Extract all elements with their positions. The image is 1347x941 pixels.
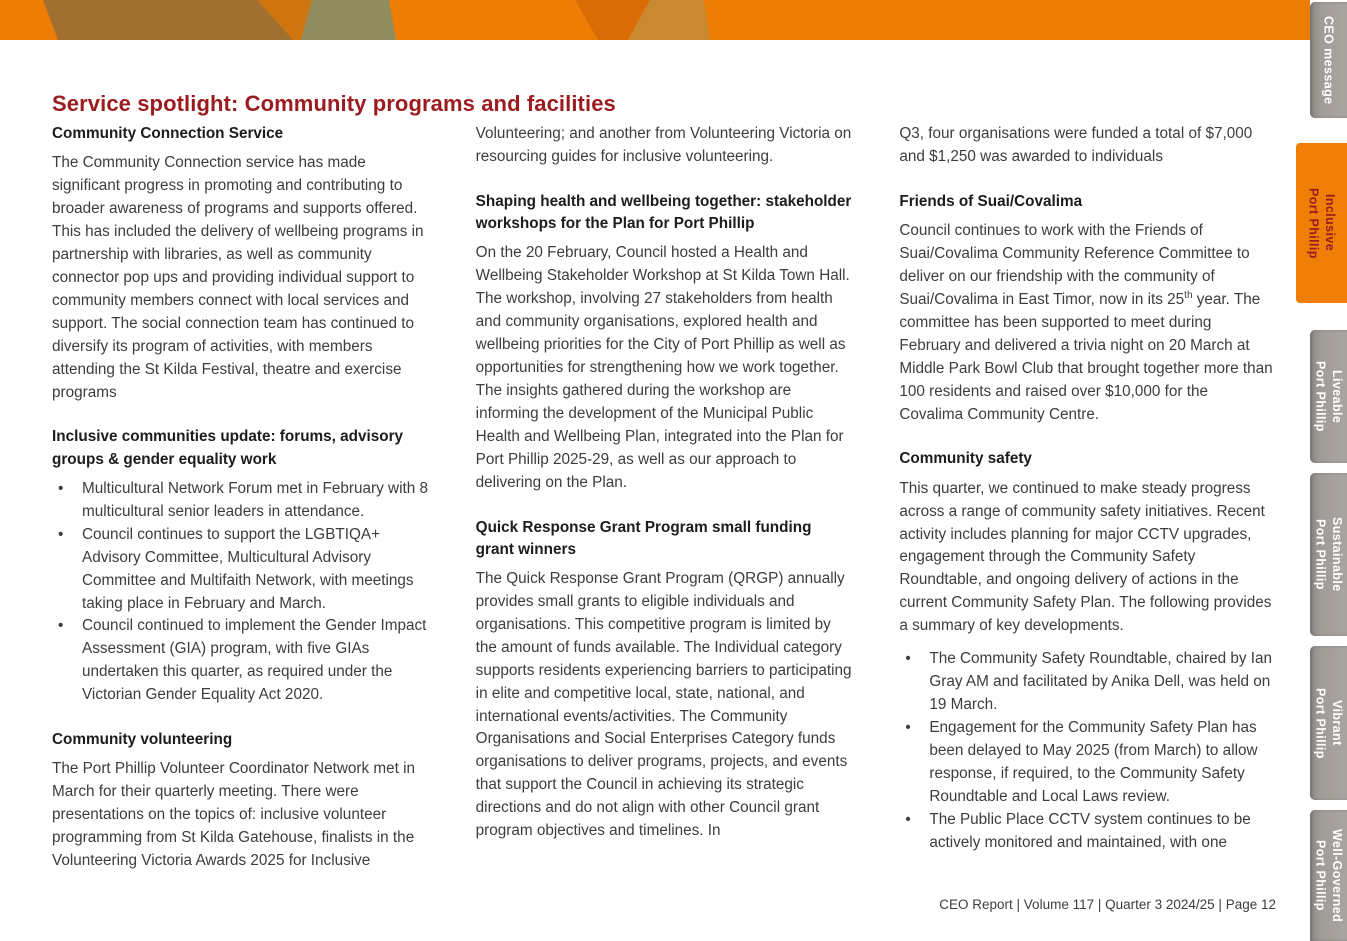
tab-label: Port Phillip [1313, 687, 1328, 759]
paragraph: The Community Connection service has made significant progress in promoting and contributing to broader awareness of programs and supports offered. This has included the delivery of wellbeing programs in partnership with libraries, as well as community connector pop ups and providing individual support to community members connect with local services and support. The social connection team has continued to diversify its program of activities, with members attending the St Kilda Festival, theatre and exercise programs [52, 154, 424, 401]
list-item: • The Public Place CCTV system continues to be actively monitored and maintained, with one [899, 809, 1276, 855]
column-3 [899, 120, 1276, 883]
section-heading-community-volunteering: Community volunteering [52, 731, 233, 749]
paragraph: Q3, four organisations were funded a total of $7,000 and $1,250 was awarded to individuals [899, 125, 1253, 165]
paragraph: The Quick Response Grant Program (QRGP) annually provides small grants to eligible individuals and organisations. This competitive program is limited by the amount of funds available. The Individual category supports residents experiencing barriers to participating in elite and competitive local, state, national, and international events/activities. The Community Organisations and Social Enterprises Category funds organisations to deliver programs, projects, and events that support the Council in achieving its strategic directions and do not align with other Council grant program objectives and timelines. In [475, 569, 852, 840]
tab-label: Inclusive [1322, 194, 1337, 252]
tab-label: Sustainable [1329, 517, 1344, 592]
section-heading-quick-response-grant: Quick Response Grant Program small funding grant winners [475, 518, 812, 558]
list-item: • Multicultural Network Forum met in February with 8 multicultural senior leaders in attendance. [52, 478, 429, 524]
column-2 [476, 120, 853, 883]
list-item: • Council continued to implement the Gender Impact Assessment (GIA) program, with five GIAs undertaken this quarter, as required under the Victorian Gender Equality Act 2020. [52, 615, 429, 707]
paragraph: Volunteering; and another from Volunteering Victoria on resourcing guides for inclusive volunteering. [475, 125, 852, 165]
tab-label: Port Phillip [1306, 187, 1321, 259]
list-item: • Engagement for the Community Safety Plan has been delayed to May 2025 (from March) to allow response, if required, to the Community Safety Roundtable and Local Laws review. [899, 717, 1276, 809]
list-item: • Council continues to support the LGBTIQA+ Advisory Committee, Multicultural Advisory Committee and Multifaith Network, with meetings taking place in February and March. [52, 524, 429, 616]
section-heading-shaping-health: Shaping health and wellbeing together: stakeholder workshops for the Plan for Port Phillip [475, 192, 852, 233]
tab-label: CEO message [1321, 15, 1336, 105]
sidebar-tab-well-governed-port-phillip[interactable] [1310, 810, 1347, 941]
section-heading-community-connection: Community Connection Service [52, 125, 284, 142]
tab-label: Liveable [1329, 369, 1344, 424]
sidebar-tab-sustainable-port-phillip[interactable] [1310, 473, 1347, 636]
page-title: Service spotlight: Community programs and facilities [52, 90, 616, 116]
tab-label: Port Phillip [1313, 840, 1328, 911]
section-heading-friends-of-suai: Friends of Suai/Covalima [899, 192, 1083, 210]
banner-graphic [0, 0, 1310, 40]
sidebar-tab-vibrant-port-phillip[interactable] [1310, 646, 1347, 800]
tab-label: Port Phillip [1313, 361, 1328, 432]
tab-label: Port Phillip [1313, 519, 1328, 590]
banner-shape-olive [301, 0, 396, 40]
banner-shape-brown [43, 0, 295, 40]
paragraph: This quarter, we continued to make steady progress across a range of community safety initiatives. Recent activity includes planning for major CCTV upgrades, engagement through the Community Safety Roundtable, and ongoing delivery of actions in the current Community Safety Plan. The following provides a summary of key developments. [899, 479, 1272, 635]
sidebar-tab-inclusive-port-phillip[interactable] [1296, 143, 1347, 303]
column-1 [52, 120, 429, 883]
bullet-list [52, 478, 429, 707]
paragraph: The Port Phillip Volunteer Coordinator Network met in March for their quarterly meeting. There were presentations on the topics of: inclusive volunteer programming from St Kilda Gatehouse, finalists in the Volunteering Victoria Awards 2025 for Inclusive [52, 760, 416, 870]
bullet-list [899, 648, 1276, 854]
superscript: th [1184, 289, 1193, 301]
paragraph: Council continues to work with the Friends of Suai/Covalima Community Reference Committee to deliver on our friendship with the community of Suai/Covalima in East Timor, now in its 25th year. The committee has been supported to meet during February and delivered a trivia night on 20 March at Middle Park Bowl Club that brought together more than 100 residents and raised over $10,000 for the Covalima Community Centre. [899, 222, 1273, 423]
page-footer: CEO Report | Volume 117 | Quarter 3 2024/25 | Page 12 [939, 897, 1276, 912]
tab-label: Well-Governed [1329, 828, 1344, 923]
section-heading-inclusive-communities: Inclusive communities update: forums, advisory groups & gender equality work [52, 428, 404, 468]
sidebar-tab-liveable-port-phillip[interactable] [1310, 330, 1347, 463]
content-columns [52, 120, 1276, 883]
paragraph: On the 20 February, Council hosted a Health and Wellbeing Stakeholder Workshop at St Kilda Town Hall. The workshop, involving 27 stakeholders from health and community organisations, explored health and wellbeing priorities for the City of Port Phillip as well as opportunities for strengthening how we work together. The insights gathered during the workshop are informing the development of the Municipal Public Health and Wellbeing Plan, integrated into the Plan for Port Phillip 2025-29, as well as our approach to delivering on the Plan. [475, 244, 850, 491]
list-item: • The Community Safety Roundtable, chaired by Ian Gray AM and facilitated by Anika Dell, was held on 19 March. [899, 648, 1276, 717]
tab-label: Vibrant [1329, 700, 1344, 746]
sidebar-tab-ceo-message[interactable] [1310, 2, 1347, 118]
section-heading-community-safety: Community safety [899, 450, 1032, 468]
